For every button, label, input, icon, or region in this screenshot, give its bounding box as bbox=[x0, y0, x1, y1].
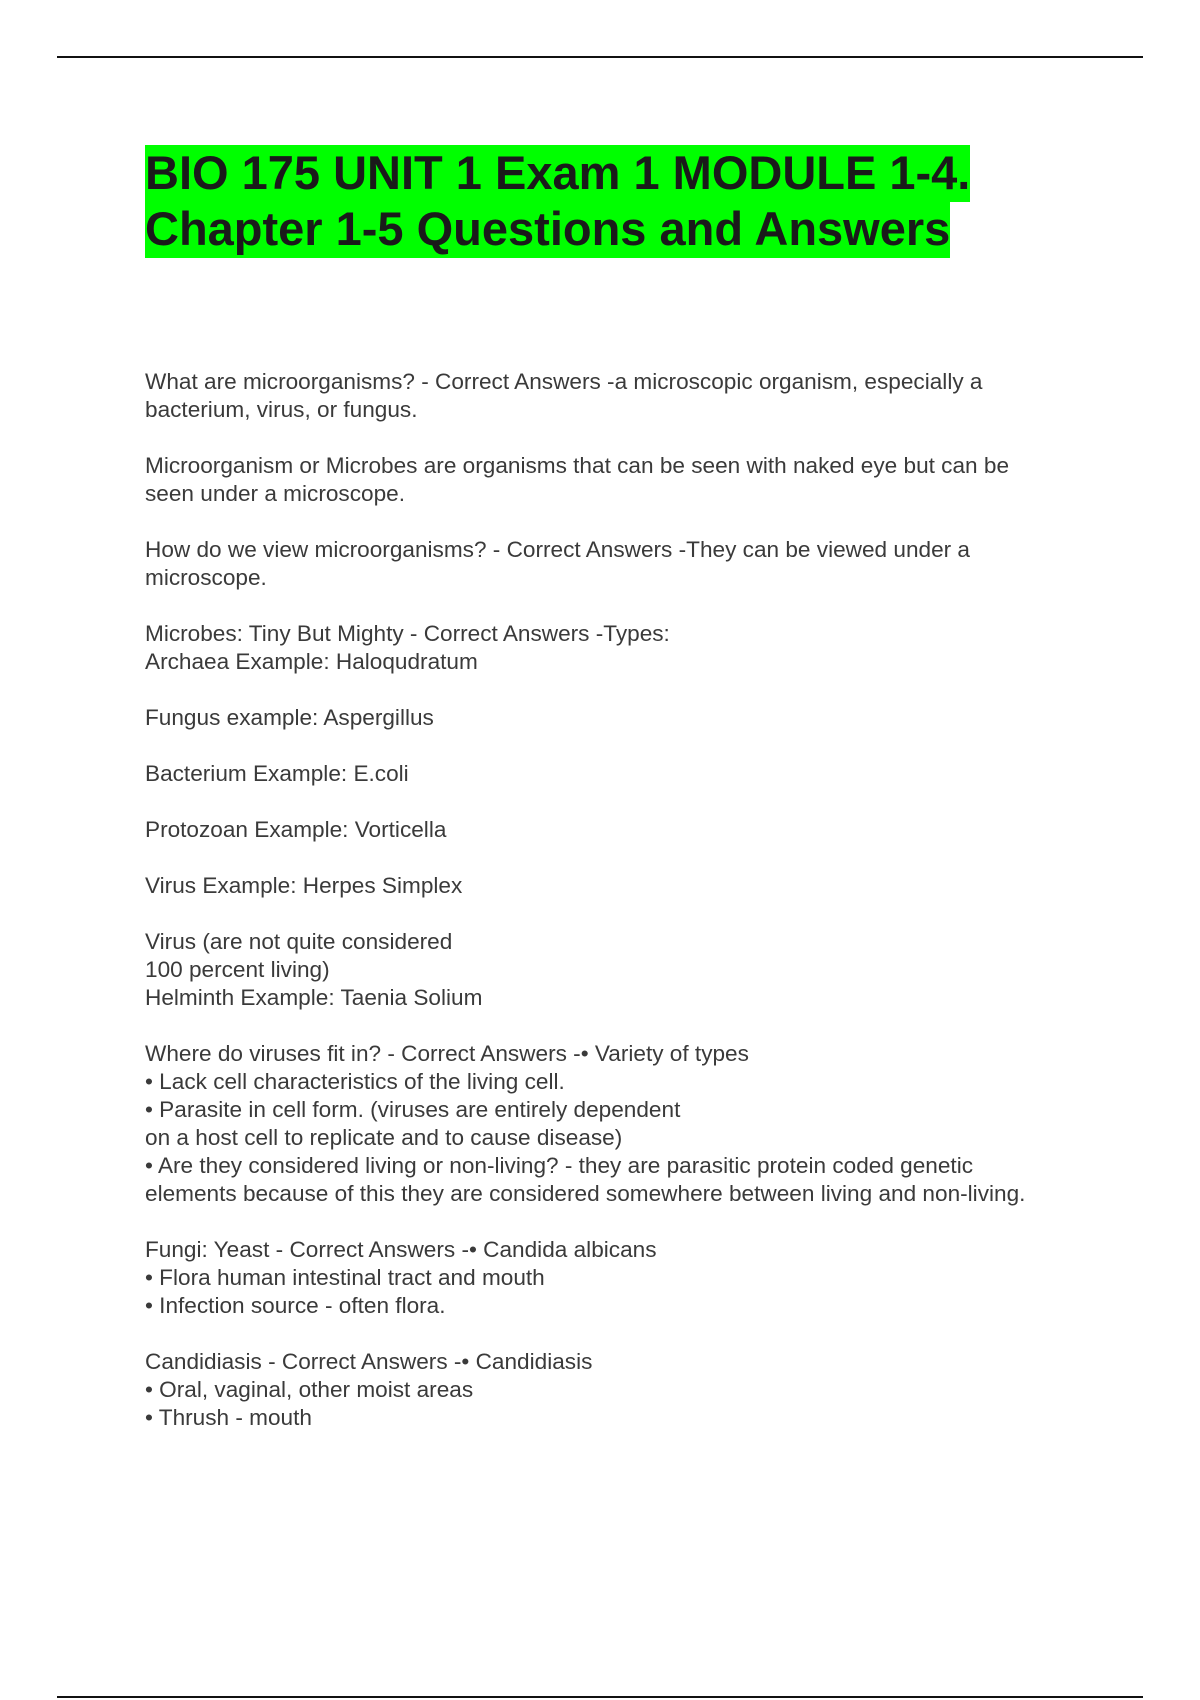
document-body bbox=[145, 368, 1105, 1460]
text-line: Fungi: Yeast - Correct Answers -• Candida albicans bbox=[145, 1237, 657, 1262]
text-line: Protozoan Example: Vorticella bbox=[145, 817, 447, 842]
text-line: Microbes: Tiny But Mighty - Correct Answers -Types: bbox=[145, 621, 670, 646]
text-line: 100 percent living) bbox=[145, 957, 330, 982]
text-line: seen under a microscope. bbox=[145, 481, 405, 506]
text-line: Virus Example: Herpes Simplex bbox=[145, 873, 463, 898]
title-line-1: BIO 175 UNIT 1 Exam 1 MODULE 1-4. bbox=[145, 145, 970, 202]
paragraph-fungi-yeast bbox=[145, 1236, 1105, 1320]
text-line: How do we view microorganisms? - Correct Answers -They can be viewed under a bbox=[145, 537, 971, 562]
text-line: bacterium, virus, or fungus. bbox=[145, 397, 418, 422]
bottom-rule bbox=[57, 1696, 1143, 1698]
paragraph-bacterium-example bbox=[145, 760, 1105, 788]
document-title bbox=[145, 145, 1075, 257]
paragraph-virus-helminth bbox=[145, 928, 1105, 1012]
text-line: • Are they considered living or non-living? - they are parasitic protein coded genetic bbox=[145, 1153, 974, 1178]
text-line: Virus (are not quite considered bbox=[145, 929, 453, 954]
paragraph-microbes-types bbox=[145, 620, 1105, 676]
paragraph-protozoan-example bbox=[145, 816, 1105, 844]
text-line: Fungus example: Aspergillus bbox=[145, 705, 434, 730]
text-line: Bacterium Example: E.coli bbox=[145, 761, 409, 786]
top-rule bbox=[57, 56, 1143, 58]
text-line: • Flora human intestinal tract and mouth bbox=[145, 1265, 545, 1290]
paragraph-candidiasis bbox=[145, 1348, 1105, 1432]
text-line: Candidiasis - Correct Answers -• Candidiasis bbox=[145, 1349, 593, 1374]
text-line: • Oral, vaginal, other moist areas bbox=[145, 1377, 474, 1402]
text-line: elements because of this they are considered somewhere between living and non-living. bbox=[145, 1181, 1026, 1206]
paragraph-microorganism-definition bbox=[145, 452, 1105, 508]
text-line: Helminth Example: Taenia Solium bbox=[145, 985, 483, 1010]
text-line: microscope. bbox=[145, 565, 267, 590]
text-line: Archaea Example: Haloqudratum bbox=[145, 649, 478, 674]
text-line: on a host cell to replicate and to cause disease) bbox=[145, 1125, 623, 1150]
text-line: What are microorganisms? - Correct Answers -a microscopic organism, especially a bbox=[145, 369, 983, 394]
text-line: • Thrush - mouth bbox=[145, 1405, 312, 1430]
text-line: Where do viruses fit in? - Correct Answers -• Variety of types bbox=[145, 1041, 749, 1066]
title-line-2: Chapter 1-5 Questions and Answers bbox=[145, 201, 950, 258]
text-line: • Lack cell characteristics of the living cell. bbox=[145, 1069, 565, 1094]
paragraph-where-do-viruses-fit bbox=[145, 1040, 1105, 1208]
text-line: • Infection source - often flora. bbox=[145, 1293, 446, 1318]
text-line: Microorganism or Microbes are organisms that can be seen with naked eye but can be bbox=[145, 453, 1010, 478]
paragraph-how-do-we-view bbox=[145, 536, 1105, 592]
paragraph-fungus-example bbox=[145, 704, 1105, 732]
text-line: • Parasite in cell form. (viruses are entirely dependent bbox=[145, 1097, 681, 1122]
paragraph-what-are-microorganisms bbox=[145, 368, 1105, 424]
paragraph-virus-example bbox=[145, 872, 1105, 900]
